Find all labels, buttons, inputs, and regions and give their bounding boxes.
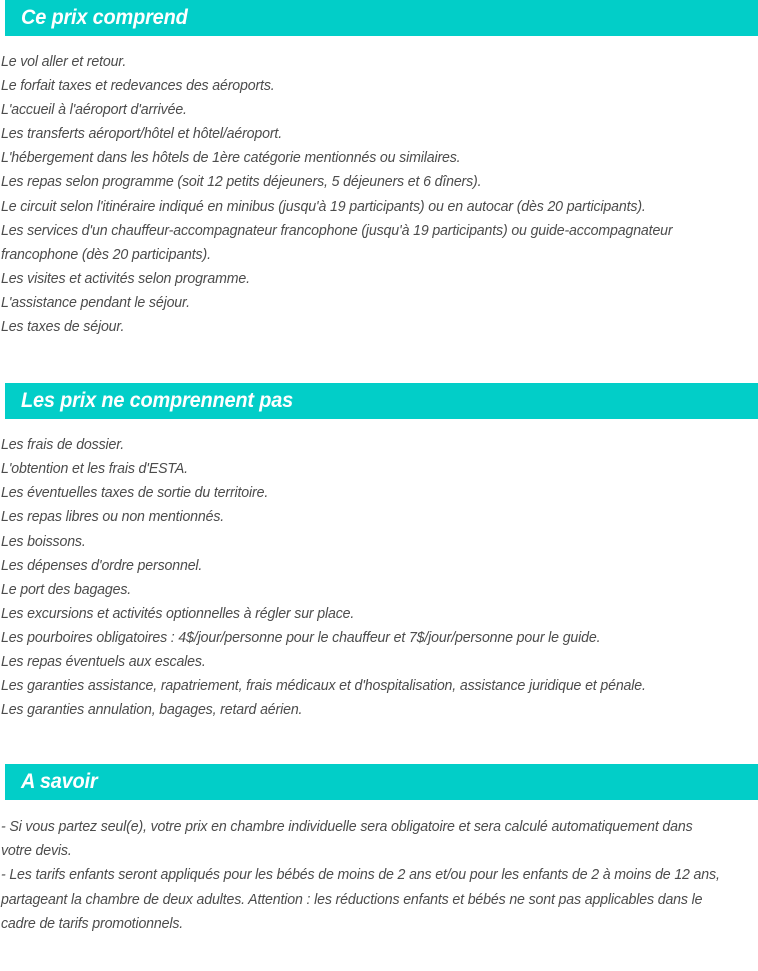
spacer (0, 800, 758, 815)
section-title-included: Ce prix comprend (21, 6, 188, 29)
not-included-list (0, 433, 758, 722)
list-item: Les services d'un chauffeur-accompagnateur francophone (jusqu'à 19 participants) ou guide-accompagnateur francophone (dès 20 participants). (0, 222, 673, 263)
list-item: Le circuit selon l'itinéraire indiqué en minibus (jusqu'à 19 participants) ou en autocar (dès 20 participants). (0, 198, 646, 215)
list-item: Les éventuelles taxes de sortie du territoire. (0, 485, 269, 502)
list-item: - Les tarifs enfants seront appliqués pour les bébés de moins de 2 ans et/ou pour les enfants de 2 à moins de 12 ans, partageant la chambre de deux adultes. Attention : les réductions enfants et bébés ne sont pas applicables dans le cadre de tarifs promotionnels. (0, 867, 720, 932)
list-item: Le forfait taxes et redevances des aéroports. (0, 78, 275, 95)
list-item: Les garanties annulation, bagages, retard aérien. (0, 702, 303, 719)
list-item: Les transferts aéroport/hôtel et hôtel/aéroport. (0, 126, 282, 143)
list-item: Les boissons. (0, 533, 86, 550)
list-item: - Si vous partez seul(e), votre prix en chambre individuelle sera obligatoire et sera calculé automatiquement dans votre devis. (0, 819, 693, 860)
spacer (0, 36, 758, 50)
list-item: Les pourboires obligatoires : 4$/jour/personne pour le chauffeur et 7$/jour/personne pour le guide. (0, 629, 601, 646)
list-item: Les repas selon programme (soit 12 petits déjeuners, 5 déjeuners et 6 dîners). (0, 174, 482, 191)
section-title-good-to-know: A savoir (21, 770, 98, 794)
section-header-not-included (5, 383, 758, 419)
spacer (0, 419, 758, 433)
list-item: L'assistance pendant le séjour. (0, 294, 190, 311)
list-item: Les visites et activités selon programme. (0, 270, 250, 287)
good-to-know-list (0, 815, 758, 935)
list-item: Les frais de dossier. (0, 437, 125, 454)
spacer (0, 339, 758, 383)
list-item: Les repas éventuels aux escales. (0, 653, 206, 670)
section-not-included (0, 383, 758, 722)
list-item: L'hébergement dans les hôtels de 1ère catégorie mentionnés ou similaires. (0, 150, 461, 167)
section-header-included (5, 0, 758, 36)
list-item: Le vol aller et retour. (0, 54, 127, 70)
section-good-to-know (0, 764, 758, 935)
list-item: Le port des bagages. (0, 581, 132, 598)
list-item: Les dépenses d'ordre personnel. (0, 557, 203, 574)
section-header-good-to-know (5, 764, 758, 800)
list-item: Les taxes de séjour. (0, 319, 125, 336)
list-item: L'obtention et les frais d'ESTA. (0, 461, 188, 478)
list-item: Les repas libres ou non mentionnés. (0, 509, 225, 526)
included-list (0, 50, 758, 339)
list-item: L'accueil à l'aéroport d'arrivée. (0, 102, 187, 119)
section-included (0, 0, 758, 339)
list-item: Les excursions et activités optionnelles à régler sur place. (0, 605, 355, 622)
list-item: Les garanties assistance, rapatriement, frais médicaux et d'hospitalisation, assistance juridique et pénale. (0, 678, 646, 695)
section-title-not-included: Les prix ne comprennent pas (21, 389, 294, 413)
spacer (0, 722, 758, 764)
